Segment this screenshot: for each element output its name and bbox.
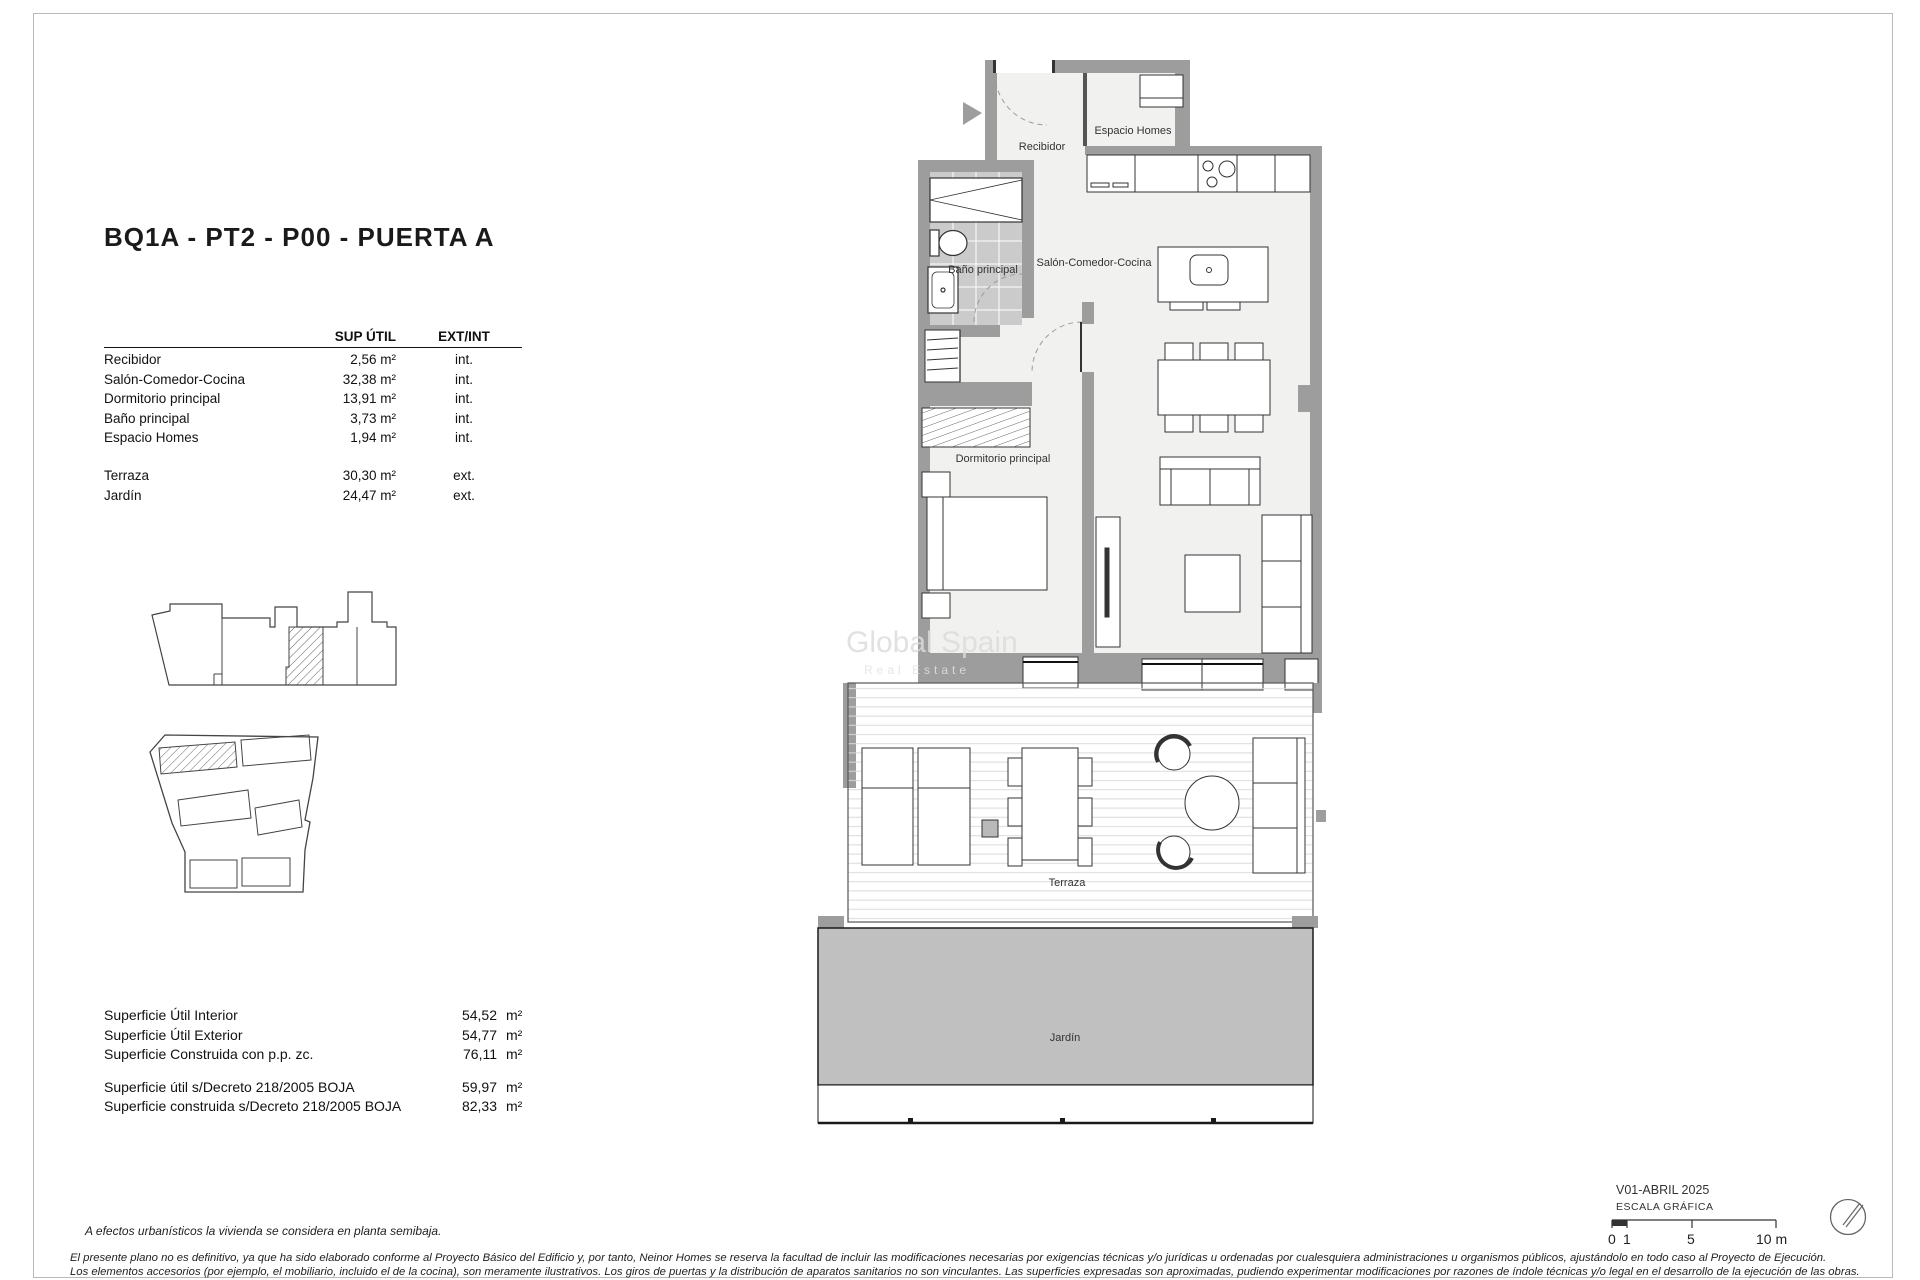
disclaimer-line2: Los elementos accesorios (por ejemplo, el mobiliario, incluido el de la cocina), son meramente ilustrativos. Los giros de puertas y la distribución de aparatos sanitarios no son vinculantes. Las superficies expresadas son aproximadas, pudiendo experimentar modificaciones por razones de índole técnicas y/o legal en el desarrollo de la ejecución de las obras.: [70, 1266, 1860, 1279]
hob-burner: [1207, 177, 1217, 187]
table-row: Recibidor 2,56 m² int.: [104, 352, 473, 368]
summary-areas: [104, 1006, 536, 1117]
table-row: Espacio Homes 1,94 m² int.: [104, 430, 473, 446]
hob-burner: [1203, 161, 1213, 171]
col-ext-int: EXT/INT: [438, 329, 490, 344]
sun-lounger: [862, 748, 913, 865]
compass-icon: [1826, 1195, 1870, 1239]
side-table: [982, 820, 998, 837]
svg-text:Global Spain: Global Spain: [846, 626, 1018, 659]
hob-burner: [1219, 161, 1235, 177]
label-espacio-homes: Espacio Homes: [1094, 125, 1172, 137]
svg-text:5: 5: [1687, 1231, 1695, 1247]
svg-text:1: 1: [1623, 1231, 1631, 1247]
label-recibidor: Recibidor: [1018, 141, 1066, 153]
svg-text:0: 0: [1608, 1231, 1616, 1247]
shower: [930, 178, 1022, 222]
page-title: BQ1A - PT2 - P00 - PUERTA A: [104, 222, 495, 252]
floor-plan: [780, 40, 1340, 1140]
highlighted-unit: [286, 627, 323, 685]
table-row: Salón-Comedor-Cocina 32,38 m² int.: [104, 371, 473, 387]
kitchen-island: [1158, 247, 1268, 310]
svg-text:10 m: 10 m: [1756, 1231, 1788, 1247]
areas-table-header: [104, 327, 522, 346]
scale-bar: [1606, 1214, 1806, 1248]
summary-row: Superficie Útil Interior 54,52 m²: [104, 1007, 523, 1023]
label-dormitorio: Dormitorio principal: [955, 453, 1051, 465]
table-row: Baño principal 3,73 m² int.: [104, 410, 473, 426]
table-row: Terraza 30,30 m² ext.: [104, 468, 475, 484]
table-row: Dormitorio principal 13,91 m² int.: [104, 391, 473, 407]
sun-lounger: [918, 748, 970, 865]
col-sup-util: SUP ÚTIL: [334, 329, 396, 344]
key-plan-building: [140, 578, 410, 693]
areas-table: [104, 327, 522, 505]
version-label: V01-ABRIL 2025: [1616, 1183, 1710, 1197]
summary-row: Superficie Útil Exterior 54,77 m²: [104, 1026, 523, 1043]
entry-arrow-icon: [963, 102, 982, 125]
label-jardin: Jardín: [1049, 1032, 1081, 1044]
table-rule: [104, 347, 522, 348]
outdoor-dining-table: [1022, 748, 1078, 860]
tub-chair: [1158, 738, 1190, 770]
label-bano: Baño principal: [948, 264, 1018, 276]
svg-text:Real Estate: Real Estate: [864, 663, 971, 677]
disclaimer-line1: El presente plano no es definitivo, ya que ha sido elaborado conforme al Proyecto Básico del Edificio y, por tanto, Neinor Homes se reserva la facultad de incluir las modificaciones necesarias por exigencias técnicas y/o jurídicas u ordenadas por cualesquiera administraciones u organismos públicos, ajustándolo en todo caso al Proyecto de Ejecución.: [70, 1252, 1827, 1264]
table-row: Jardín 24,47 m² ext.: [104, 487, 475, 503]
urban-note: A efectos urbanísticos la vivienda se considera en planta semibaja.: [85, 1224, 442, 1238]
dining-set: [1158, 343, 1270, 432]
bed: [927, 497, 1047, 590]
summary-row: Superficie útil s/Decreto 218/2005 BOJA 59,97 m²: [104, 1078, 523, 1095]
label-terraza: Terraza: [1048, 877, 1086, 889]
toilet: [930, 230, 939, 256]
highlighted-block: [159, 742, 237, 774]
disclaimer: [70, 1251, 1885, 1279]
label-salon: Salón-Comedor-Cocina: [1036, 257, 1152, 269]
kitchen-counter: [1087, 155, 1310, 192]
summary-row: Superficie construida s/Decreto 218/2005 BOJA 82,33 m²: [104, 1098, 523, 1115]
round-table: [1185, 776, 1239, 830]
summary-row: Superficie Construida con p.p. zc. 76,11 m²: [104, 1046, 523, 1063]
scale-title: ESCALA GRÁFICA: [1616, 1201, 1714, 1213]
key-plan-site: [145, 722, 335, 902]
garden: [818, 916, 1318, 1123]
